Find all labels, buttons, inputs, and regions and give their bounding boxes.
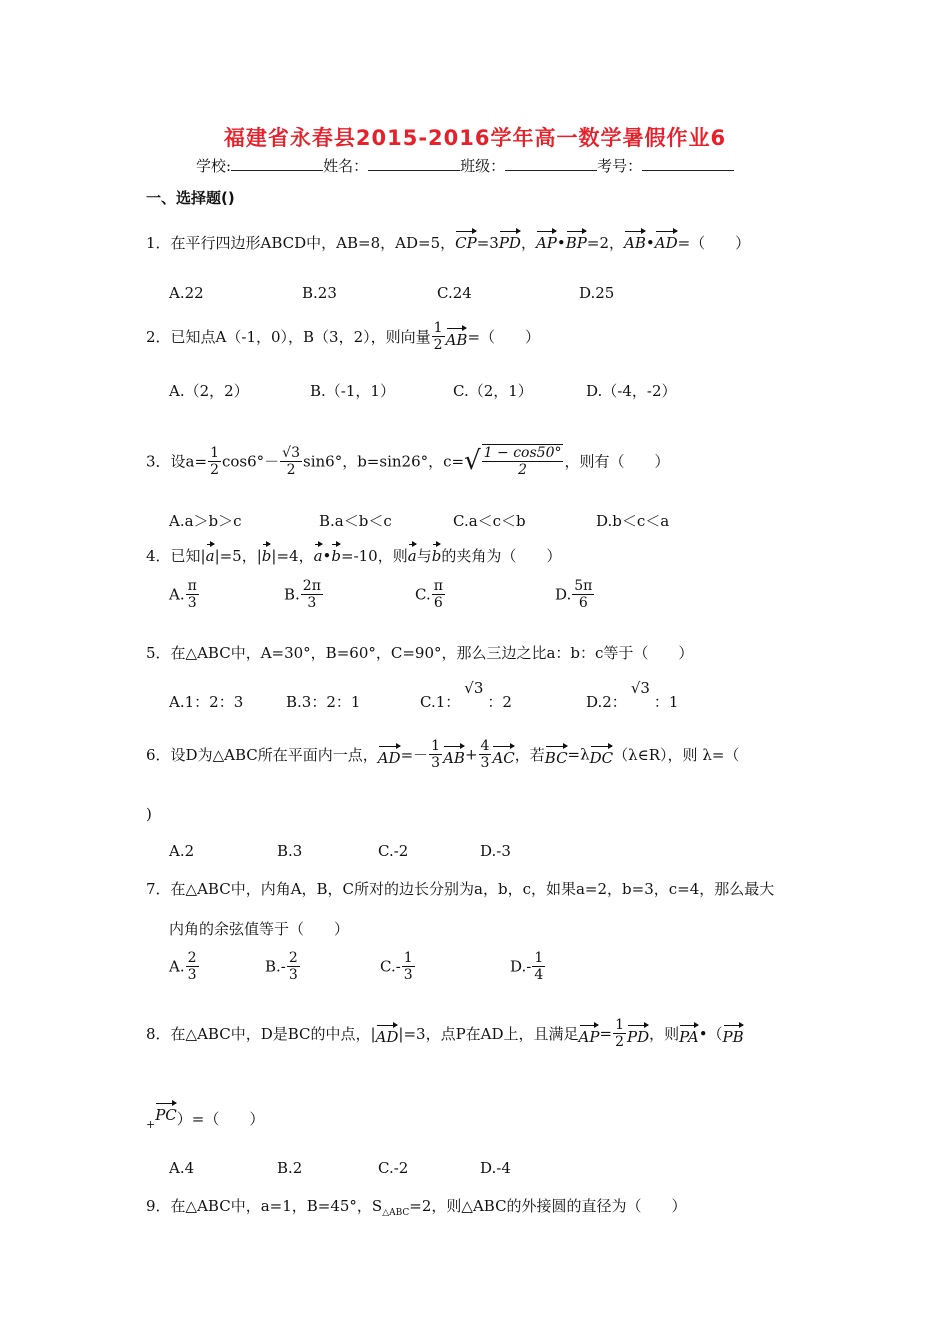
fraction-numerator: 1 − cos50° — [483, 445, 562, 461]
question-text: 9．在△ABC中，a=1，B=45°，S — [146, 1197, 383, 1215]
question-text: cos6°－ — [221, 452, 280, 471]
fraction-denominator: 2 — [210, 461, 219, 478]
vector: a — [408, 541, 417, 565]
option-a: A.（2，2） — [169, 382, 249, 400]
fraction — [613, 1017, 626, 1050]
question-text: 2．已知点A（-1，0），B（3，2），则向量 — [146, 328, 431, 347]
option-b: B.a＜b＜c — [319, 512, 392, 530]
fraction-numerator: 1 — [534, 950, 544, 966]
question-text: 1．在平行四边形ABCD中，AB=8，AD=5， — [146, 234, 456, 252]
option-a: A.22 — [169, 284, 204, 302]
fraction-numerator: 4 — [480, 738, 490, 754]
option-b: B.2 — [277, 1159, 303, 1177]
vector: PD — [499, 228, 521, 252]
class-label: 班级： — [460, 157, 506, 175]
question-text: =3 — [476, 234, 499, 252]
fraction-denominator: 3 — [403, 967, 413, 984]
fraction-denominator: 2 — [433, 337, 443, 354]
option-c — [420, 679, 512, 712]
question-text: ，则 — [649, 1025, 680, 1044]
question-text: 3．设a= — [146, 452, 208, 471]
vector: AD — [655, 228, 678, 252]
vector: CP — [455, 228, 477, 252]
option-label: C. — [415, 585, 431, 604]
option-d: D.25 — [579, 284, 615, 302]
option-label: C. — [380, 957, 396, 976]
question-text: ，则有（ ） — [564, 452, 670, 471]
option-text: C.1： — [420, 693, 461, 711]
square-root — [464, 444, 564, 478]
fraction-denominator: 3 — [288, 967, 298, 984]
question-text: |=4， — [271, 547, 314, 565]
option-label: D. — [555, 585, 572, 604]
fraction-denominator: 3 — [187, 595, 197, 612]
exam-no-label: 考号： — [597, 157, 643, 175]
fraction — [280, 445, 302, 478]
fraction-denominator: 4 — [534, 967, 544, 984]
question-text: • — [645, 234, 655, 252]
vector: AB — [446, 325, 468, 349]
vector: b — [331, 541, 341, 565]
question-text: =（ ） — [467, 328, 541, 347]
fraction-numerator: 1 — [433, 320, 443, 336]
vector: DC — [590, 743, 614, 767]
fraction — [186, 950, 199, 983]
fraction-numerator: 1 — [210, 444, 219, 461]
question-text: 6．设D为△ABC所在平面内一点， — [146, 746, 378, 765]
option-c — [380, 950, 416, 983]
option-b — [265, 950, 301, 983]
option-label: B. — [284, 585, 300, 604]
school-label: 学校: — [196, 157, 232, 175]
option-label: B. — [265, 957, 281, 976]
question-9 — [146, 1195, 687, 1218]
vector: PC — [155, 1100, 177, 1124]
option-d — [510, 950, 546, 983]
fraction-denominator: 3 — [480, 755, 490, 772]
fraction-numerator: π — [433, 578, 443, 594]
option-label: A. — [169, 957, 185, 976]
fraction-denominator: 3 — [307, 595, 317, 612]
option-a — [169, 578, 200, 611]
question-text: • — [322, 547, 332, 565]
question-7: 7．在△ABC中，内角A，B，C所对的边长分别为a，b，c，如果a=2，b=3，c=4，那么最大 — [146, 880, 775, 898]
question-text: |=5，| — [214, 547, 262, 565]
fraction — [479, 738, 492, 771]
fraction-numerator: 1 — [615, 1017, 624, 1033]
option-d: D.b＜c＜a — [596, 512, 670, 530]
question-text: （λ∈R），则 λ=（ — [613, 746, 740, 765]
option-text: ：1 — [653, 693, 679, 711]
fraction-denominator: 2 — [615, 1034, 624, 1051]
option-d — [586, 679, 679, 712]
fraction-numerator: 1 — [403, 950, 413, 966]
option-b — [284, 578, 324, 611]
option-b: B.3 — [277, 842, 303, 860]
question-text: =－ — [400, 746, 429, 765]
fraction-numerator: π — [187, 578, 197, 594]
fraction-numerator: 5π — [574, 578, 593, 594]
question-text: =（ ） — [677, 234, 751, 252]
vector: a — [206, 541, 215, 565]
fraction — [186, 578, 199, 611]
name-blank — [368, 156, 460, 171]
option-c: C.-2 — [378, 842, 409, 860]
vector: PA — [679, 1022, 699, 1046]
option-d: D.（-4，-2） — [586, 382, 677, 400]
question-text: ， — [520, 234, 536, 252]
question-8 — [146, 1017, 744, 1050]
page-title: 福建省永春县2015-2016学年高一数学暑假作业6 — [223, 126, 727, 150]
section-heading: 一、选择题() — [146, 189, 235, 207]
question-text: =-10，则 — [341, 547, 408, 565]
vector: AB — [443, 743, 465, 767]
question-4 — [146, 541, 561, 566]
fraction — [432, 578, 445, 611]
option-label: D. — [510, 957, 527, 976]
vector: PD — [627, 1022, 649, 1046]
option-a: A.4 — [169, 1159, 195, 1177]
school-blank — [231, 156, 323, 171]
question-text: • — [556, 234, 566, 252]
vector: BP — [566, 228, 587, 252]
subscript: △ABC — [382, 1208, 410, 1218]
question-text: = — [599, 1024, 613, 1043]
sqrt-three: √3 — [630, 679, 650, 697]
question-text: 4．已知| — [146, 547, 206, 565]
question-1 — [146, 228, 750, 253]
fraction-denominator: 3 — [431, 755, 441, 772]
option-sign: - — [526, 957, 532, 976]
vector: BC — [545, 743, 568, 767]
option-c: C.-2 — [378, 1159, 409, 1177]
fraction — [429, 738, 442, 771]
question-6-continued: ) — [146, 805, 152, 823]
fraction — [208, 445, 221, 478]
vector: PB — [723, 1022, 744, 1046]
option-c: C.a＜c＜b — [453, 512, 526, 530]
fraction-numerator: 2 — [187, 950, 197, 966]
vector: AP — [579, 1022, 600, 1046]
exam-no-blank — [642, 156, 734, 171]
question-text: 的夹角为（ ） — [441, 547, 562, 565]
class-blank — [505, 156, 597, 171]
option-text: ：2 — [487, 693, 512, 711]
option-sign: - — [280, 957, 286, 976]
fraction — [402, 950, 415, 983]
question-text: ）=（ ） — [176, 1110, 265, 1128]
question-2 — [146, 320, 540, 353]
vector: a — [314, 541, 323, 565]
fraction — [432, 320, 445, 353]
option-sign: - — [395, 957, 401, 976]
fraction — [287, 950, 300, 983]
fraction-numerator: √3 — [282, 444, 300, 461]
fraction-numerator: 2π — [302, 578, 321, 594]
question-3 — [146, 444, 670, 478]
option-b: B.23 — [302, 284, 337, 302]
option-c: C.（2，1） — [453, 382, 533, 400]
question-text: + — [146, 1118, 156, 1131]
question-text: =λ — [567, 745, 590, 764]
option-a: A.2 — [169, 842, 195, 860]
fraction — [532, 950, 545, 983]
fraction — [572, 578, 594, 611]
vector: AD — [378, 743, 401, 767]
vector: b — [262, 541, 272, 565]
question-text: •（ — [698, 1025, 723, 1044]
option-b: B.（-1，1） — [310, 382, 395, 400]
option-d — [555, 578, 595, 611]
student-info-line — [196, 155, 734, 176]
radical-sign: √ — [464, 446, 481, 477]
vector: AB — [624, 228, 646, 252]
question-text: =2，则△ABC的外接圆的直径为（ ） — [409, 1197, 687, 1215]
fraction-denominator: 3 — [187, 967, 197, 984]
question-text: sin6°，b=sin26°，c= — [303, 452, 465, 471]
sqrt-three: √3 — [464, 679, 484, 697]
vector: AD — [376, 1022, 399, 1046]
fraction-numerator: 1 — [431, 738, 441, 754]
question-5: 5．在△ABC中，A=30°，B=60°，C=90°，那么三边之比a：b：c等于（ ） — [146, 644, 694, 662]
option-text: D.2： — [586, 693, 627, 711]
fraction-numerator: 2 — [288, 950, 298, 966]
option-a: A.a＞b＞c — [169, 512, 242, 530]
option-label: A. — [169, 585, 185, 604]
option-c: C.24 — [437, 284, 472, 302]
fraction — [301, 578, 323, 611]
option-d: D.-4 — [480, 1159, 511, 1177]
question-text: + — [464, 745, 478, 764]
option-d: D.-3 — [480, 842, 511, 860]
option-a: A.1：2：3 — [169, 693, 244, 711]
vector: AC — [492, 743, 514, 767]
question-6 — [146, 738, 739, 771]
fraction-denominator: 6 — [578, 595, 588, 612]
name-label: 姓名： — [323, 157, 369, 175]
fraction — [482, 444, 564, 478]
fraction-denominator: 2 — [286, 461, 296, 478]
question-8-continued — [146, 1100, 264, 1131]
question-text: =2， — [586, 234, 625, 252]
vector: AP — [536, 228, 557, 252]
question-text: |=3，点P在AD上，且满足 — [398, 1025, 579, 1044]
question-text: 与 — [416, 547, 432, 565]
question-7-continued: 内角的余弦值等于（ ） — [169, 920, 350, 938]
option-a — [169, 950, 200, 983]
vector: b — [432, 541, 442, 565]
option-c — [415, 578, 446, 611]
fraction-denominator: 2 — [518, 462, 528, 479]
option-b: B.3：2：1 — [286, 693, 361, 711]
question-text: 8．在△ABC中，D是BC的中点，| — [146, 1025, 376, 1044]
fraction-denominator: 6 — [433, 595, 443, 612]
question-text: ，若 — [514, 746, 545, 765]
